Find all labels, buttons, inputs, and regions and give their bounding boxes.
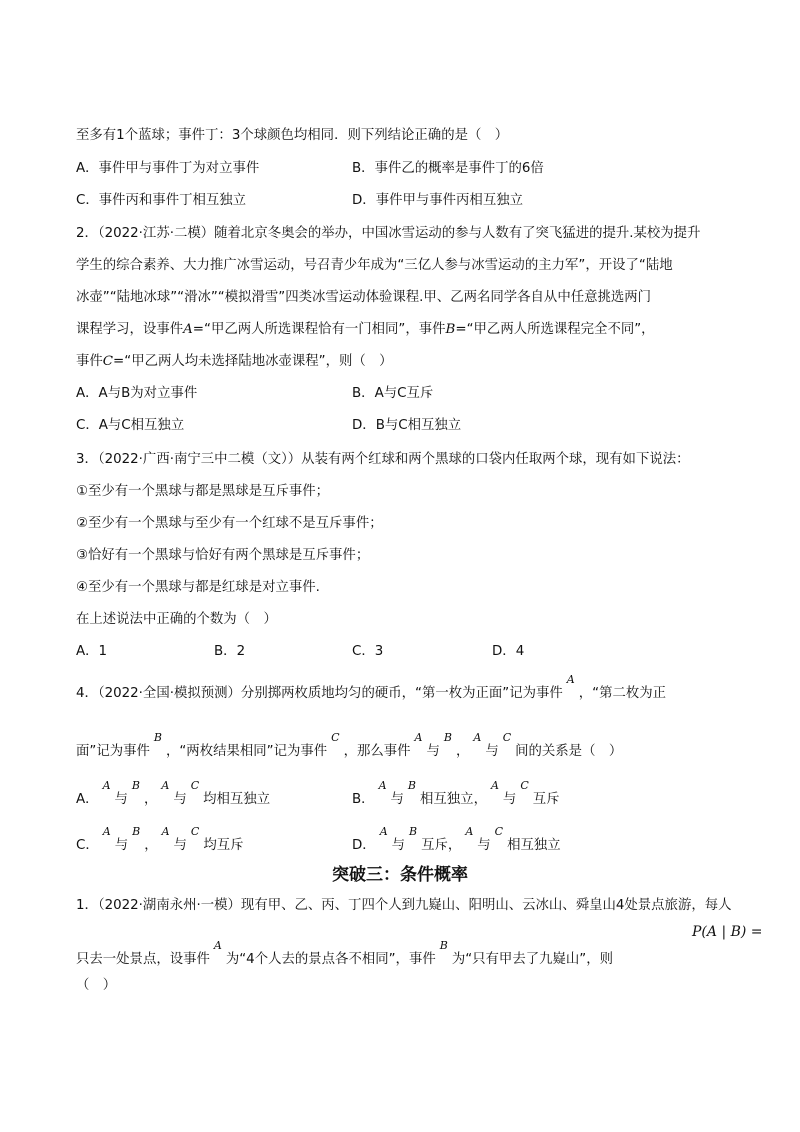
q4-text: 4．（2022·全国·模拟预测）分别掷两枚质地均匀的硬币，“第一枚为正面”记为事件 — [76, 686, 563, 701]
q3-option-b: B．2 — [214, 644, 246, 659]
q4-text: 间的关系是（ ） — [515, 744, 623, 759]
variable-b: B — [443, 731, 452, 744]
q2-line-3: 冰壶”“陆地冰球”“滑冰”“模拟滑雪”四类冰雪运动体验课程.甲、乙两名同学各自从中任意挑选两门 — [76, 290, 652, 305]
q5-text: 为“只有甲去了九嶷山”，则 — [451, 952, 613, 967]
q2-line-2: 学生的综合素养、大力推广冰雪运动，号召青少年成为“三亿人参与冰雪运动的主力军”，开设了“陆地 — [76, 258, 673, 273]
variable-c: C — [331, 731, 340, 744]
q5-line-3: （ ） — [76, 978, 117, 993]
q4-text: 面”记为事件 — [76, 744, 150, 759]
q5-text: 只去一处景点，设事件 — [76, 952, 210, 967]
q4-option-c: C．$^A$与$^B$，$^A$与$^C$均互斥 — [76, 825, 244, 853]
option-c: C．事件丙和事件丁相互独立 — [76, 193, 247, 208]
option-b: B．事件乙的概率是事件丁的6倍 — [352, 161, 544, 176]
option-a: A．事件甲与事件丁为对立事件 — [76, 161, 260, 176]
variable-b: B — [445, 322, 456, 337]
variable-b: B — [439, 939, 448, 952]
q4-text: ，那么事件 — [343, 744, 411, 759]
q3-ask: 在上述说法中正确的个数为（ ） — [76, 612, 277, 627]
q2-text: =“甲乙两人所选课程完全不同”， — [455, 322, 655, 337]
variable-a: A — [414, 731, 423, 744]
q2-line-1: 2．（2022·江苏·二模）随着北京冬奥会的举办，中国冰雪运动的参与人数有了突飞猛进的提升.某校为提升 — [76, 226, 701, 241]
q5-line-2 — [76, 939, 613, 970]
variable-b: B — [153, 731, 162, 744]
variable-a: A — [473, 731, 482, 744]
q4-text: 与 — [485, 744, 499, 759]
q5-line-1: 1．（2022·湖南永州·一模）现有甲、乙、丙、丁四个人到九嶷山、阳明山、云冰山、舜皇山4处景点旅游，每人 — [76, 898, 732, 913]
q4-option-d: D．$^A$与$^B$互斥，$^A$与$^C$相互独立 — [352, 825, 561, 853]
q4-text: ，“第二枚为正 — [578, 686, 667, 701]
q3-statement-2: ②至少有一个黑球与至少有一个红球不是互斥事件； — [76, 516, 383, 531]
q3-option-a: A．1 — [76, 644, 108, 659]
variable-a: A — [566, 673, 575, 686]
variable-c: C — [502, 731, 512, 744]
q4-text: ，“两枚结果相同”记为事件 — [165, 744, 328, 759]
q2-text: 事件 — [76, 354, 103, 369]
variable-a: A — [183, 322, 193, 337]
section-heading: 突破三：条件概率 — [332, 865, 468, 885]
q2-line-4 — [76, 320, 655, 340]
q2-text: =“甲乙两人均未选择陆地冰壶课程”，则（ ） — [113, 354, 393, 369]
q4-text: 与 — [426, 744, 440, 759]
q4-line-2 — [76, 731, 623, 762]
formula-conditional-probability: P(A | B) = — [692, 924, 763, 940]
q2-option-d: D．B与C相互独立 — [352, 418, 462, 433]
option-d: D．事件甲与事件丙相互独立 — [352, 193, 523, 208]
q4-line-1 — [76, 673, 667, 704]
variable-a: A — [213, 939, 222, 952]
q3-option-d: D．4 — [492, 644, 525, 659]
q2-text: =“甲乙两人所选课程恰有一门相同”，事件 — [192, 322, 446, 337]
question-text: 至多有1个蓝球；事件丁：3个球颜色均相同．则下列结论正确的是（ ） — [76, 128, 509, 143]
q2-option-a: A．A与B为对立事件 — [76, 386, 198, 401]
q3-statement-1: ①至少有一个黑球与都是黑球是互斥事件； — [76, 484, 330, 499]
q4-option-a: A．$^A$与$^B$，$^A$与$^C$均相互独立 — [76, 779, 271, 807]
q4-text: ， — [455, 744, 470, 759]
q2-line-5 — [76, 352, 393, 372]
q3-line-1: 3．（2022·广西·南宁三中二模（文））从装有两个红球和两个黑球的口袋内任取两个球，现有如下说法： — [76, 452, 690, 467]
q3-statement-3: ③恰好有一个黑球与恰好有两个黑球是互斥事件； — [76, 548, 370, 563]
q2-text: 课程学习，设事件 — [76, 322, 184, 337]
q5-text: 为“4个人去的景点各不相同”，事件 — [225, 952, 436, 967]
q2-option-c: C．A与C相互独立 — [76, 418, 185, 433]
q2-option-b: B．A与C互斥 — [352, 386, 434, 401]
q3-option-c: C．3 — [352, 644, 384, 659]
q3-statement-4: ④至少有一个黑球与都是红球是对立事件. — [76, 580, 320, 595]
q4-option-b: B．$^A$与$^B$相互独立，$^A$与$^C$互斥 — [352, 779, 560, 807]
variable-c: C — [102, 354, 114, 369]
